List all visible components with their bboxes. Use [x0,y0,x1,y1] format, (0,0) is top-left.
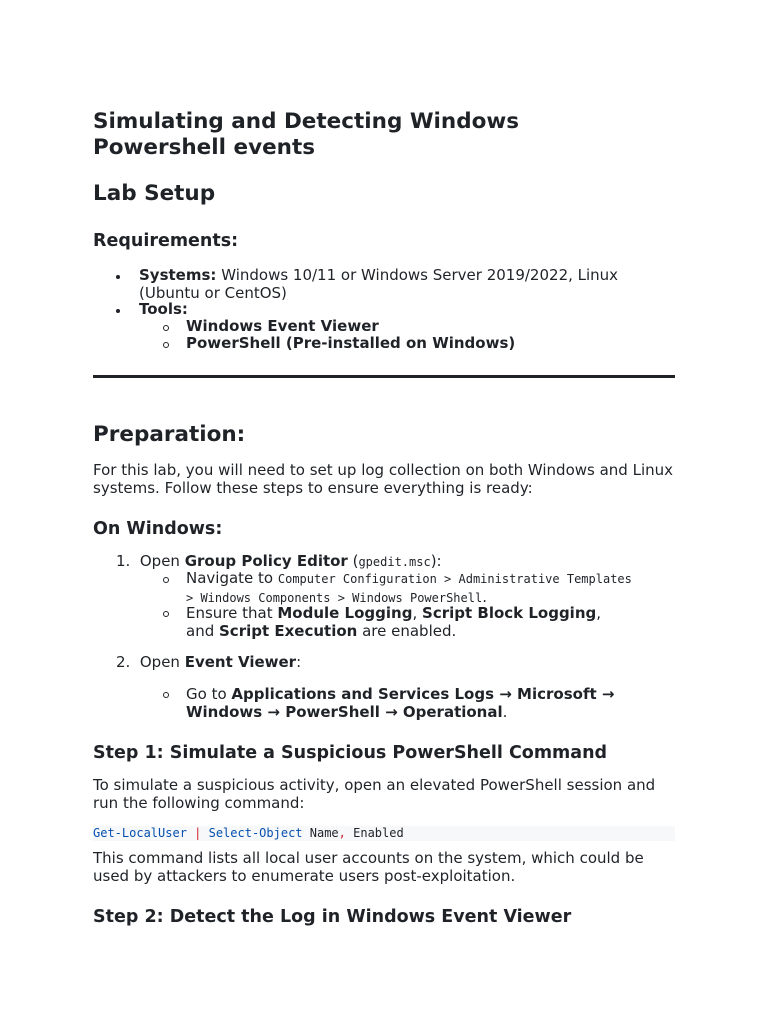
requirements-heading: Requirements: [93,231,239,251]
preparation-heading: Preparation: [93,422,246,447]
horizontal-rule [93,375,675,378]
sub-bullet-icon [163,342,169,348]
policy-path-code: Computer Configuration > Administrative Templates [277,572,632,586]
list-item-step-2: 2. Open Event Viewer: [116,653,302,671]
sub-item-go-to-log: Go to Applications and Services Logs → Microsoft → Windows → PowerShell → Operational. [186,685,615,721]
lab-setup-heading: Lab Setup [93,181,216,206]
sub-item-navigate: Navigate to Computer Configuration > Administrative Templates > Windows Components > Windows PowerShell. [186,569,632,606]
systems-text: Windows 10/11 or Windows Server 2019/2022, Linux [216,266,619,284]
list-item-systems [139,267,679,302]
bullet-icon [116,275,120,279]
code-block: Get-LocalUser | Select-Object Name, Enabled [93,826,675,841]
sub-bullet-icon [163,692,169,698]
gpedit-code: gpedit.msc [358,555,431,569]
preparation-paragraph: For this lab, you will need to set up log collection on both Windows and Linux systems. Follow these steps to ensure everything is ready: [93,461,674,497]
sub-bullet-icon [163,325,169,331]
step-1-paragraph: To simulate a suspicious activity, open an elevated PowerShell session and run the following command: [93,776,656,812]
bullet-icon [116,309,120,313]
document-title: Simulating and Detecting Windows Powershell events [93,109,520,160]
sub-bullet-icon [163,577,169,583]
step-2-heading: Step 2: Detect the Log in Windows Event Viewer [93,907,572,927]
command-explanation-paragraph: This command lists all local user accounts on the system, which could be used by attackers to enumerate users post-exploitation. [93,849,644,885]
policy-path-code-cont: > Windows Components > Windows PowerShell [186,590,483,605]
sub-item-ensure-logging: Ensure that Module Logging, Script Block Logging, and Script Execution are enabled. [186,604,602,640]
systems-text-cont: (Ubuntu or CentOS) [139,283,287,302]
on-windows-heading: On Windows: [93,519,223,539]
sub-bullet-icon [163,611,169,617]
tool-item-event-viewer: Windows Event Viewer [186,317,379,335]
tool-item-powershell: PowerShell (Pre-installed on Windows) [186,334,516,352]
step-1-heading: Step 1: Simulate a Suspicious PowerShell Command [93,743,608,763]
systems-label: Systems: [139,266,217,284]
list-item-tools [139,301,719,319]
list-item-step-1: 1. Open Group Policy Editor (gpedit.msc): [116,552,442,570]
tools-label: Tools: [139,300,188,318]
